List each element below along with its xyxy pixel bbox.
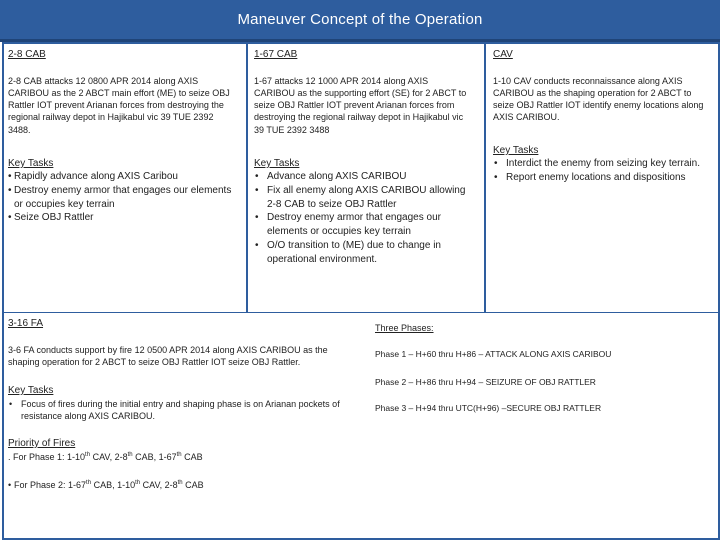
- cab28-task: • Seize OBJ Rattler: [8, 211, 238, 225]
- priority-text: CAB, 1-10: [91, 480, 136, 490]
- priority-text: CAB: [182, 480, 204, 490]
- priority-text: CAB: [181, 452, 203, 462]
- ordinal: th: [85, 452, 91, 458]
- phase-item: Phase 1 – H+60 thru H+86 – ATTACK ALONG AXIS CARIBOU: [375, 349, 612, 359]
- phase-item: Phase 3 – H+94 thru UTC(H+96) –SECURE OBJ RATTLER: [375, 403, 602, 413]
- cab28-key-tasks: [8, 170, 238, 225]
- fa-priority-phase-1: [8, 451, 348, 463]
- cab28-summary: 2-8 CAB attacks 12 0800 APR 2014 along AXIS CARIBOU as the 2 ABCT main effort (ME) to seize OBJ Rattler IOT prevent Arianan forces from destroying the regional railway depot in Hajikabul vic 39 TUE 2392 3488.: [8, 76, 230, 135]
- fa-key-tasks-heading: Key Tasks: [8, 385, 54, 396]
- cav-heading: CAV: [493, 49, 513, 60]
- panel-1-67-cab: [246, 42, 486, 314]
- cab28-key-tasks-heading: Key Tasks: [8, 158, 54, 169]
- cav-task: • Report enemy locations and dispositions: [493, 171, 715, 185]
- fa-task: • Focus of fires during the initial entry and shaping phase is on Arianan pockets of resistance along AXIS CARIBOU.: [8, 398, 348, 422]
- fa-key-tasks: [8, 398, 348, 422]
- fa-priority-phase-2: [8, 479, 348, 491]
- ordinal: th: [135, 480, 141, 486]
- cab167-summary: 1-67 attacks 12 1000 APR 2014 along AXIS CARIBOU as the supporting effort (SE) for 2 ABCT to seize OBJ Rattler IOT prevent Arianan forces from destroying the regional railway depot in Hajikabul vic 39 TUE 2392 3488: [254, 76, 467, 135]
- cab167-task: • O/O transition to (ME) due to change in operational environment.: [254, 239, 472, 267]
- panel-2-8-cab: [2, 42, 248, 314]
- panel-3-16-fa: [2, 312, 720, 540]
- phase-item: Phase 2 – H+86 thru H+94 – SEIZURE OF OBJ RATTLER: [375, 377, 596, 387]
- cav-summary: 1-10 CAV conducts reconnaissance along AXIS CARIBOU as the shaping operation for 2 ABCT to seize OBJ Rattler IOT identify enemy locations along AXIS CARIBOU.: [493, 76, 704, 123]
- ordinal: th: [127, 452, 133, 458]
- fa-summary: 3-6 FA conducts support by fire 12 0500 APR 2014 along AXIS CARIBOU as the shaping operation for 2 ABCT to seize OBJ Rattler IOT seize OBJ Rattler.: [8, 345, 328, 368]
- cav-task: • Interdict the enemy from seizing key terrain.: [493, 157, 715, 171]
- priority-item: [8, 479, 348, 491]
- cab167-task: • Fix all enemy along AXIS CARIBOU allowing 2-8 CAB to seize OBJ Rattler: [254, 184, 472, 212]
- cab167-task: • Destroy enemy armor that engages our elements or occupies key terrain: [254, 211, 472, 239]
- cab28-heading: 2-8 CAB: [8, 49, 46, 60]
- cab28-task: • Destroy enemy armor that engages our elements or occupies key terrain: [8, 184, 238, 212]
- priority-text: CAV, 2-8: [90, 452, 128, 462]
- cab28-task: • Rapidly advance along AXIS Caribou: [8, 170, 238, 184]
- cav-key-tasks: [493, 157, 715, 185]
- priority-text: CAV, 2-8: [140, 480, 178, 490]
- ordinal: th: [86, 480, 92, 486]
- cav-key-tasks-heading: Key Tasks: [493, 145, 539, 156]
- fa-heading: 3-16 FA: [8, 318, 44, 329]
- priority-text: For Phase 2: 1-67: [14, 480, 87, 490]
- slide-title: Maneuver Concept of the Operation: [237, 11, 483, 28]
- cab167-heading: 1-67 CAB: [254, 49, 298, 60]
- cab167-key-tasks-heading: Key Tasks: [254, 158, 300, 169]
- ordinal: th: [177, 480, 183, 486]
- priority-text: . For Phase 1: 1-10: [8, 452, 86, 462]
- priority-text: CAB, 1-67: [132, 452, 177, 462]
- phases-heading: Three Phases:: [375, 323, 434, 333]
- panel-cav: [484, 42, 720, 314]
- cab167-key-tasks: [254, 170, 472, 267]
- fa-priority-heading: Priority of Fires: [8, 438, 76, 449]
- cab167-task: • Advance along AXIS CARIBOU: [254, 170, 472, 184]
- title-bar: [0, 0, 720, 42]
- ordinal: th: [176, 452, 182, 458]
